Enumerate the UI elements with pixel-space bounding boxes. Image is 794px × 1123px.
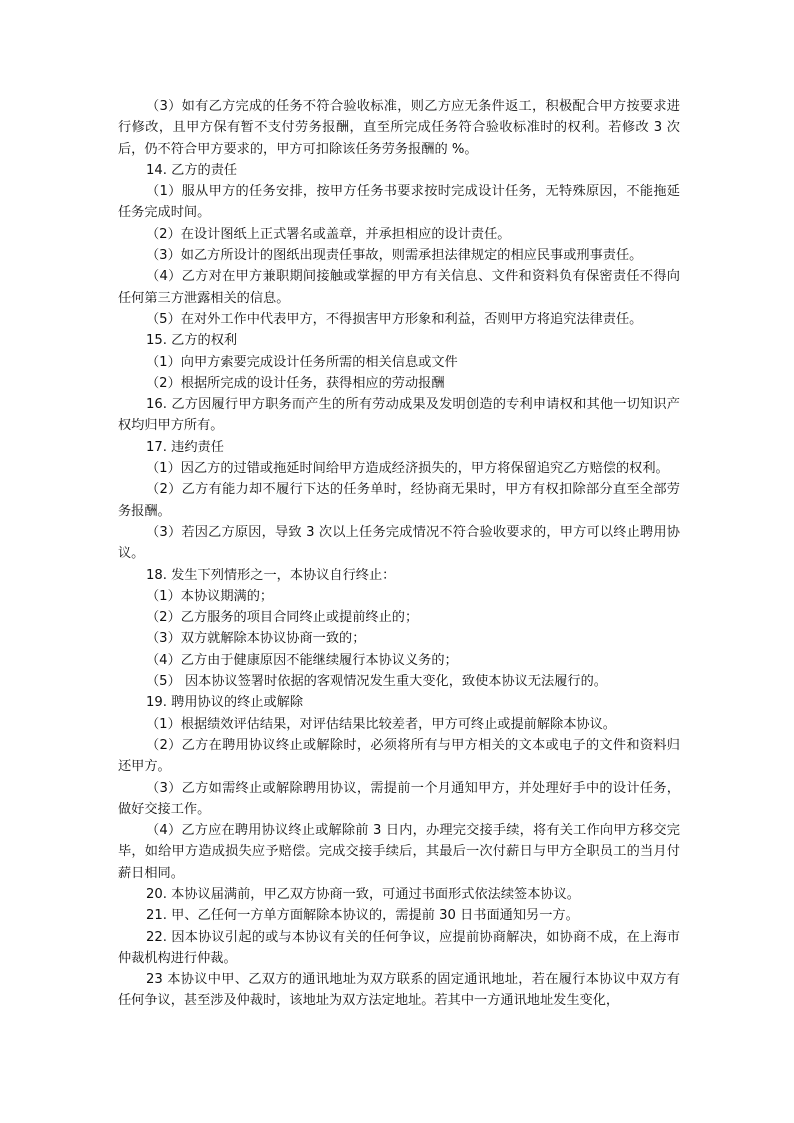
clause-14-item-5: （5）在对外工作中代表甲方，不得损害甲方形象和利益，否则甲方将追究法律责任。 bbox=[146, 311, 643, 327]
clause-13-item-3: （3）如有乙方完成的任务不符合验收标准，则乙方应无条件返工，积极配合甲方按要求进行修改，且甲方保有暂不支付劳务报酬，直至所完成任务符合验收标准时的权利。若修改 3 次后，仍不符合甲方要求的，甲方可扣除该任务劳务报酬的 %。 bbox=[118, 99, 680, 157]
clause-17-item-1: （1）因乙方的过错或拖延时间给甲方造成经济损失的，甲方将保留追究乙方赔偿的权利。 bbox=[146, 461, 669, 477]
clause-21: 21. 甲、乙任何一方单方面解除本协议的，需提前 30 日书面通知另一方。 bbox=[146, 908, 579, 924]
clause-19-heading: 19. 聘用协议的终止或解除 bbox=[146, 695, 304, 711]
clause-16: 16. 乙方因履行甲方职务而产生的所有劳动成果及发明创造的专利申请权和其他一切知识产权均归甲方所有。 bbox=[118, 397, 680, 434]
clause-23: 23 本协议中甲、乙双方的通讯地址为双方联系的固定通讯地址，若在履行本协议中双方有任何争议，甚至涉及仲裁时，该地址为双方法定地址。若其中一方通讯地址发生变化， bbox=[118, 972, 680, 1009]
document-page bbox=[118, 96, 680, 1012]
clause-17-heading: 17. 违约责任 bbox=[146, 439, 224, 455]
clause-19-item-1: （1）根据绩效评估结果，对评估结果比较差者，甲方可终止或提前解除本协议。 bbox=[146, 716, 616, 732]
clause-18-item-5: （5） 因本协议签署时依据的客观情况发生重大变化，致使本协议无法履行的。 bbox=[146, 674, 607, 690]
clause-18-item-1: （1）本协议期满的； bbox=[146, 588, 274, 604]
clause-15-heading: 15. 乙方的权利 bbox=[146, 333, 238, 349]
clause-15-item-1: （1）向甲方索要完成设计任务所需的相关信息或文件 bbox=[146, 354, 458, 370]
clause-15-item-2: （2）根据所完成的设计任务，获得相应的劳动报酬 bbox=[146, 375, 445, 391]
clause-18-heading: 18. 发生下列情形之一，本协议自行终止： bbox=[146, 567, 396, 583]
clause-18-item-4: （4）乙方由于健康原因不能继续履行本协议义务的； bbox=[146, 652, 458, 668]
clause-14-item-4: （4）乙方对在甲方兼职期间接触或掌握的甲方有关信息、文件和资料负有保密责任不得向任何第三方泄露相关的信息。 bbox=[118, 269, 680, 306]
clause-14-item-3: （3）如乙方所设计的图纸出现责任事故，则需承担法律规定的相应民事或刑事责任。 bbox=[146, 248, 643, 264]
clause-14-item-2: （2）在设计图纸上正式署名或盖章，并承担相应的设计责任。 bbox=[146, 226, 511, 242]
clause-18-item-2: （2）乙方服务的项目合同终止或提前终止的； bbox=[146, 610, 419, 626]
clause-19-item-3: （3）乙方如需终止或解除聘用协议，需提前一个月通知甲方，并处理好手中的设计任务，做好交接工作。 bbox=[118, 780, 680, 817]
clause-18-item-3: （3）双方就解除本协议协商一致的； bbox=[146, 631, 366, 647]
clause-22: 22. 因本协议引起的或与本协议有关的任何争议，应提前协商解决，如协商不成，在上海市仲裁机构进行仲裁。 bbox=[118, 929, 680, 966]
clause-17-item-3: （3）若因乙方原因，导致 3 次以上任务完成情况不符合验收要求的，甲方可以终止聘用协议。 bbox=[118, 524, 680, 562]
clause-14-heading: 14. 乙方的责任 bbox=[146, 162, 238, 178]
clause-20: 20. 本协议届满前，甲乙双方协商一致，可通过书面形式依法续签本协议。 bbox=[146, 886, 580, 902]
clause-19-item-2: （2）乙方在聘用协议终止或解除时，必须将所有与甲方相关的文本或电子的文件和资料归还甲方。 bbox=[118, 737, 680, 775]
clause-14-item-1: （1）服从甲方的任务安排，按甲方任务书要求按时完成设计任务，无特殊原因，不能拖延任务完成时间。 bbox=[118, 184, 680, 221]
clause-17-item-2: （2）乙方有能力却不履行下达的任务单时，经协商无果时，甲方有权扣除部分直至全部劳务报酬。 bbox=[118, 482, 680, 519]
clause-19-item-4: （4）乙方应在聘用协议终止或解除前 3 日内，办理完交接手续，将有关工作向甲方移交完毕，如给甲方造成损失应予赔偿。完成交接手续后，其最后一次付薪日与甲方全职员工的当月付薪日相同。 bbox=[118, 823, 680, 881]
